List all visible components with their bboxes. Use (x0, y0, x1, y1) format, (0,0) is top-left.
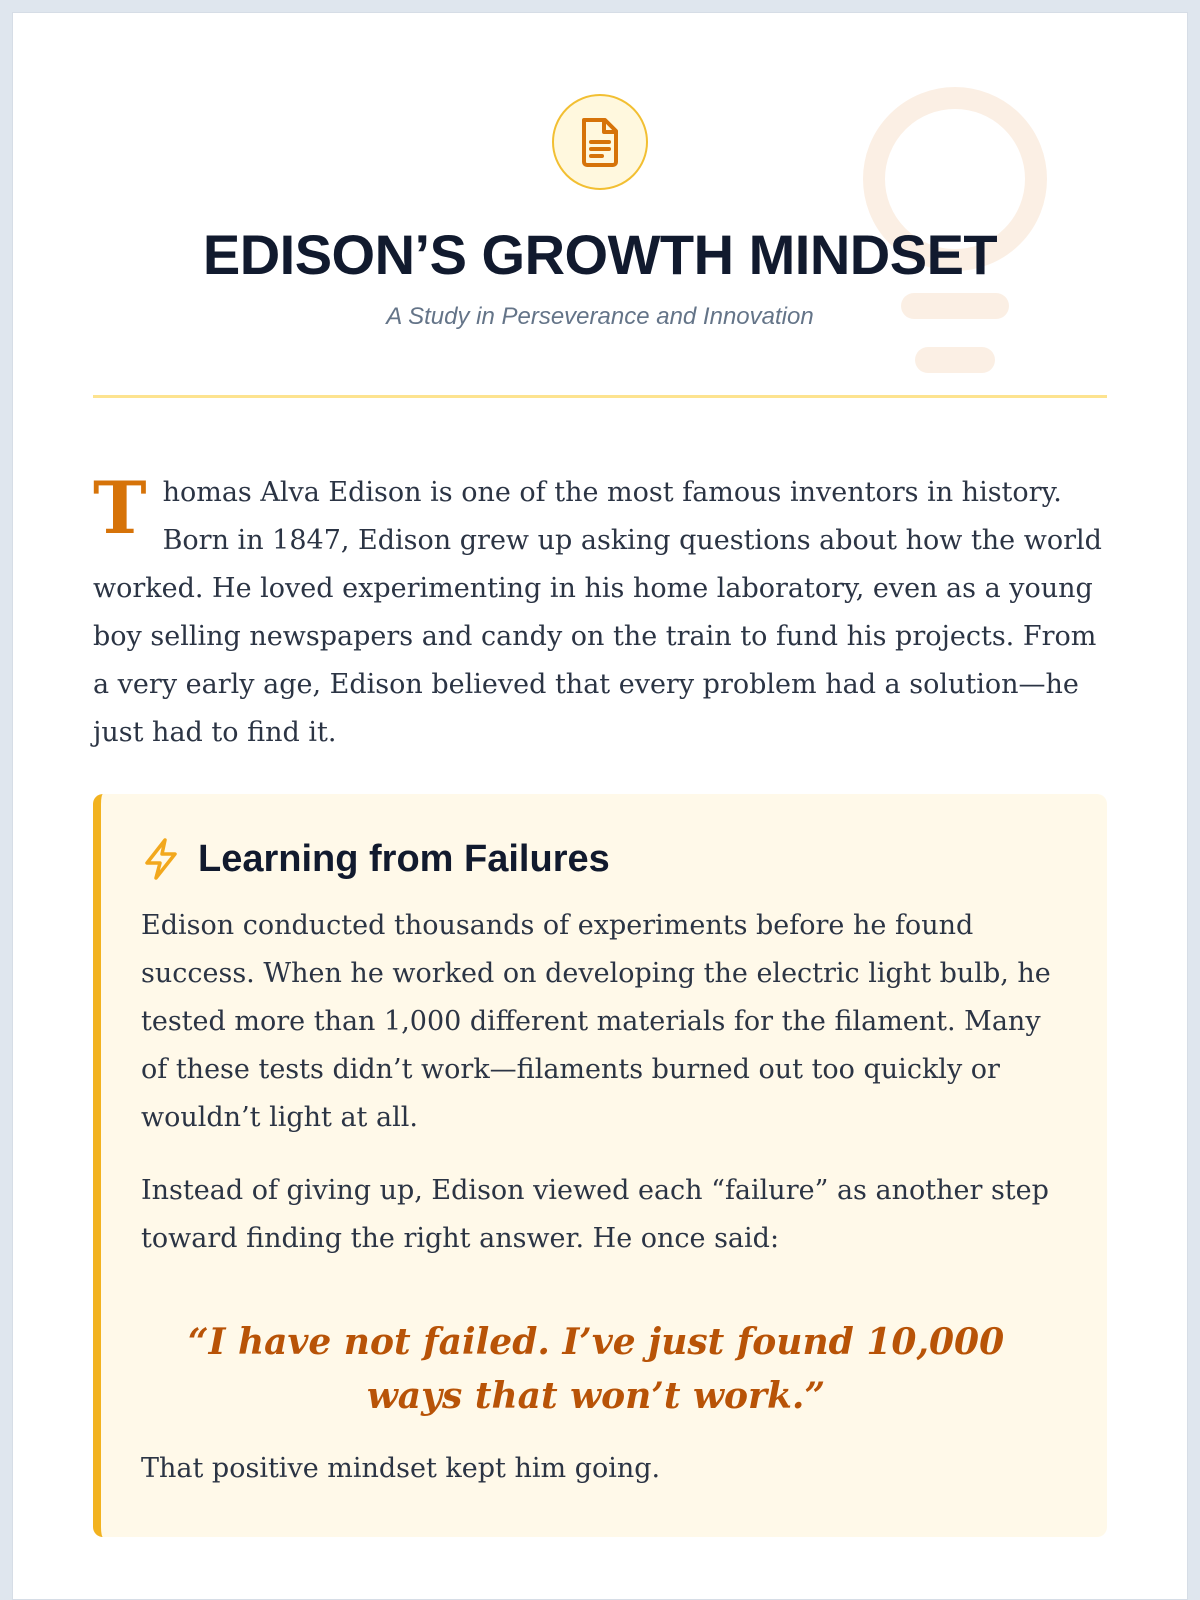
callout-paragraph-3: That positive mindset kept him going. (141, 1453, 661, 1484)
document-page (12, 12, 1188, 1600)
callout-paragraph-2: Instead of giving up, Edison viewed each “failure” as another step toward finding the right answer. He once said: (141, 1175, 1049, 1254)
lightning-bolt-icon (141, 837, 181, 881)
document-icon (578, 116, 622, 168)
callout-paragraph-1: Edison conducted thousands of experiments before he found success. When he worked on developing the electric light bulb, he tested more than 1,000 different materials for the filament. Many of these tests didn’t work—filaments burned out too quickly or wouldn’t light at all. (141, 910, 1051, 1133)
page-subtitle: A Study in Perseverance and Innovation (386, 303, 814, 330)
callout-header (141, 834, 610, 884)
header-divider (93, 395, 1107, 398)
learning-from-failures-callout (93, 794, 1107, 1537)
drop-cap: T (93, 465, 147, 550)
intro-text: homas Alva Edison is one of the most famous inventors in history. Born in 1847, Edison grew up asking questions about how the world worked. He loved experimenting in his home laboratory, even as a young boy selling newspapers and candy on the train to fund his projects. From a very early age, Edison believed that every problem had a solution—he just had to find it. (93, 477, 1102, 748)
edison-quote: “I have not failed. I’ve just found 10,000 ways that won’t work.” (187, 1321, 1005, 1417)
callout-title: Learning from Failures (198, 838, 610, 880)
page-title: EDISON’S GROWTH MINDSET (202, 223, 998, 286)
intro-paragraph (93, 465, 1107, 757)
document-icon-badge (552, 94, 648, 190)
